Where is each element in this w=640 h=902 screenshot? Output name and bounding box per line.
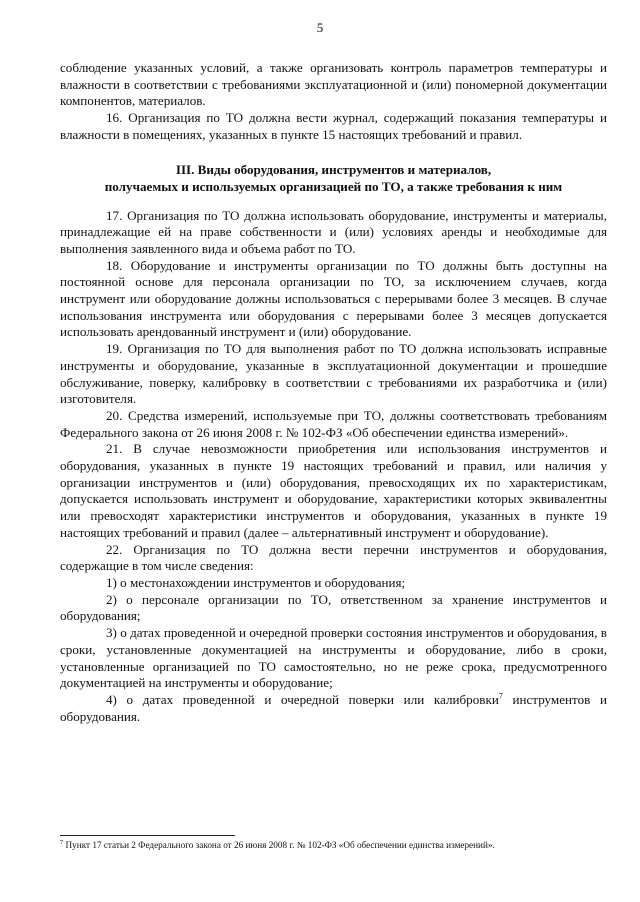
list-item-4-text-start: 4) о датах проведенной и очередной поверки или калибровки — [106, 691, 499, 707]
list-item-4-text-end: инструментов и оборудования. — [60, 691, 607, 724]
list-item-1: 1) о местонахождении инструментов и оборудования; — [106, 574, 406, 590]
page-number: 5 — [316, 20, 324, 35]
paragraph-20: 20. Средства измерений, используемые при ТО, должны соответствовать требованиям Федерального закона от 26 июня 2008 г. № 102-ФЗ «Об обеспечении единства измерений». — [60, 407, 607, 440]
footnote-divider — [60, 835, 235, 836]
list-item-4 — [60, 692, 607, 725]
footnote-reference: 7 — [498, 691, 503, 701]
paragraph-16: 16. Организация по ТО должна вести журнал, содержащий показания температуры и влажности в помещениях, указанных в пункте 15 настоящих требований и правил. — [60, 110, 607, 142]
section-title — [60, 161, 607, 195]
paragraph-18: 18. Оборудование и инструменты организации по ТО должны быть доступны на постоянной основе для персонала организации по ТО, за исключением случаев, когда инструмент или оборудование должны использоваться с перерывами более 3 месяцев. В случае использования инструмента или оборудования с перерывами более 3 месяцев допускается использовать арендованный инструмент и (или) оборудование. — [60, 257, 607, 340]
list-item-2: 2) о персонале организации по ТО, ответственном за хранение инструментов и оборудования; — [60, 591, 607, 624]
paragraph-22: 22. Организация по ТО должна вести перечни инструментов и оборудования, содержащие в том числе сведения: — [60, 541, 607, 574]
footnote — [60, 840, 610, 851]
document-body — [60, 60, 607, 725]
list-item-3: 3) о датах проведенной и очередной проверки состояния инструментов и оборудования, в сроки, установленные документацией на инструменты и оборудование, либо в сроки, установленные организацией по ТО самостоятельно, но не реже срока, предусмотренного документацией на инструменты и оборудование; — [60, 625, 607, 691]
footnote-marker: 7 — [60, 838, 64, 846]
section-title-line-1: III. Виды оборудования, инструментов и материалов, — [175, 161, 492, 177]
section-title-line-2: получаемых и используемых организацией по ТО, а также требования к ним — [104, 178, 563, 194]
paragraph-17: 17. Организация по ТО должна использовать оборудование, инструменты и материалы, принадлежащие ей на праве собственности и (или) условиях аренды и необходимые для выполнения заявленного вида и объема работ по ТО. — [60, 207, 607, 256]
paragraph-continuation: соблюдение указанных условий, а также организовать контроль параметров температуры и влажности в соответствии с требованиями эксплуатационной и (или) пономерной документации компонентов, материалов. — [60, 60, 607, 109]
paragraph-21: 21. В случае невозможности приобретения или использования инструментов и оборудования, указанных в пункте 19 настоящих требований и правил, или наличия у организации инструментов и (или) оборудования, превосходящих их по характеристикам, допускается использовать инструмент и оборудование, характеристики которых эквивалентны или превосходят характеристики инструментов и оборудования, указанных в пункте 19 настоящих требований и правил (далее – альтернативный инструмент и оборудование). — [60, 441, 607, 540]
footnote-text: Пункт 17 статьи 2 Федерального закона от 26 июня 2008 г. № 102-ФЗ «Об обеспечении единства измерений». — [63, 840, 495, 850]
paragraph-19: 19. Организация по ТО для выполнения работ по ТО должна использовать исправные инструменты и оборудование, указанные в эксплуатационной документации и прошедшие обслуживание, поверку, калибровку в соответствии с требованиями их разработчика и (или) изготовителя. — [60, 341, 607, 407]
